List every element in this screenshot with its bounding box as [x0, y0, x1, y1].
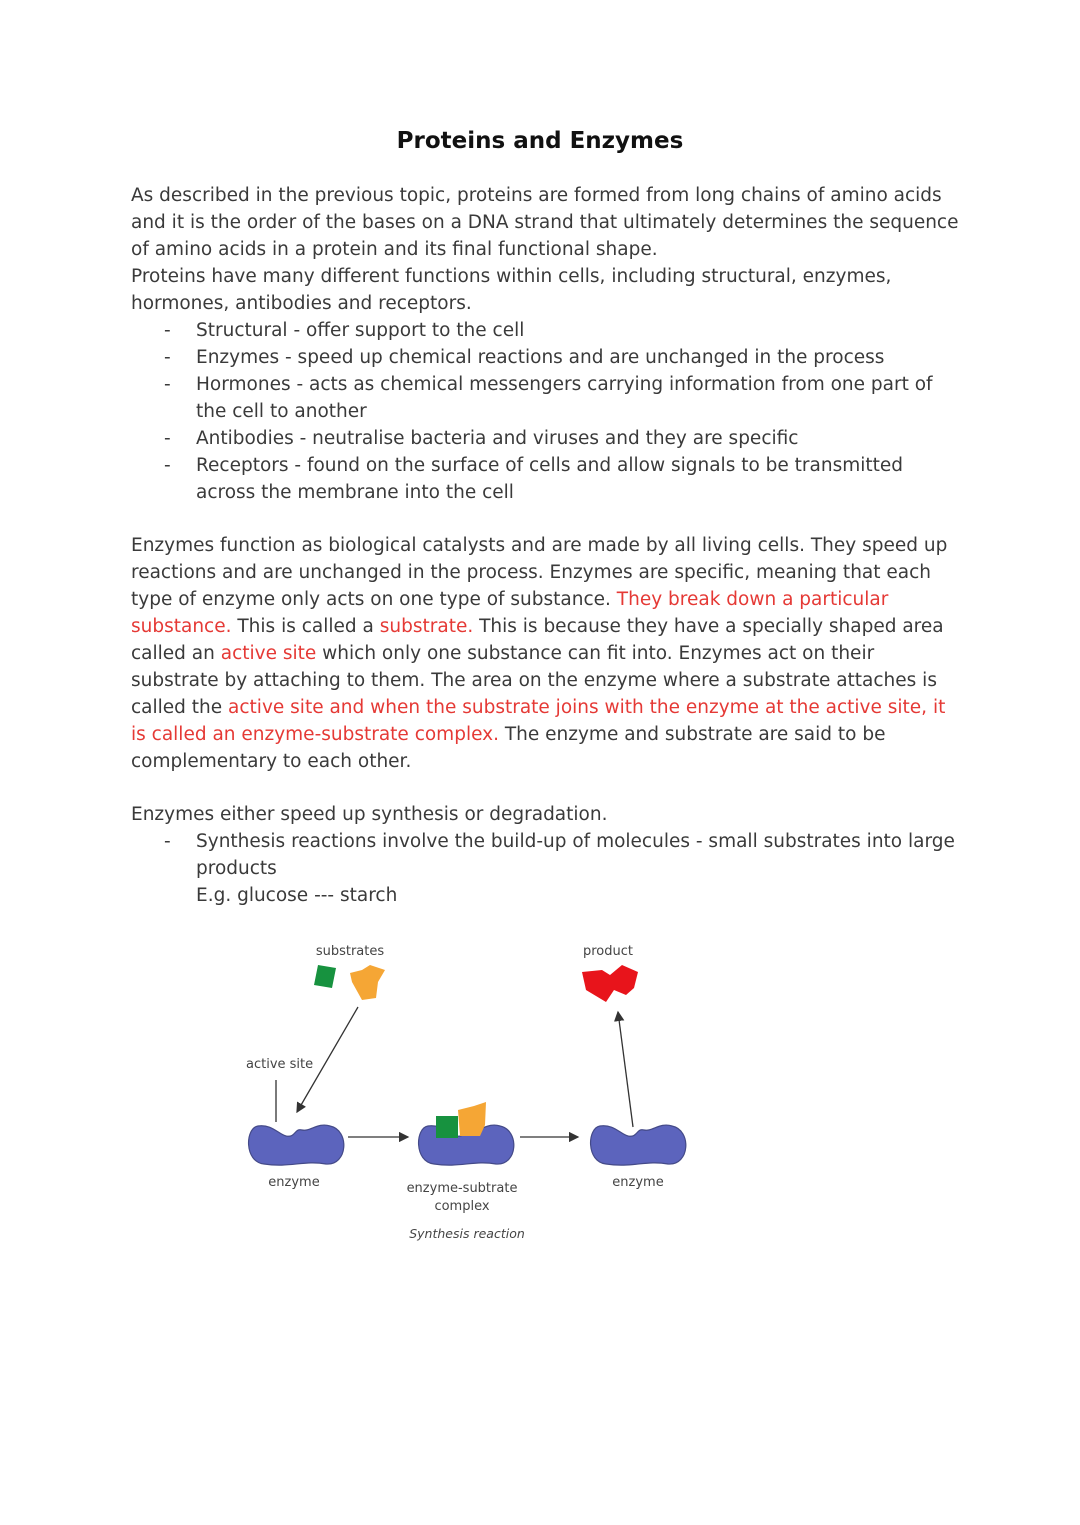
- substrates-label: substrates: [315, 944, 385, 959]
- complex-orange-substrate: [458, 1102, 486, 1136]
- protein-functions-list: [131, 317, 961, 506]
- list-item: - Structural - offer support to the cell: [131, 317, 961, 344]
- highlight-text: substrate.: [379, 616, 474, 637]
- page-title: Proteins and Enzymes: [396, 128, 684, 154]
- enzyme-left-label: enzyme: [268, 1175, 320, 1190]
- product-label: product: [582, 944, 634, 959]
- synthesis-intro: Enzymes either speed up synthesis or degradation.: [131, 804, 608, 825]
- list-item: - Receptors - found on the surface of cells and allow signals to be transmitted across the membrane into the cell: [131, 452, 961, 506]
- synthesis-list: [131, 828, 961, 882]
- highlight-text: They break down a particular substance.: [131, 589, 889, 637]
- enzymes-text: which only one substance can fit into. Enzymes act on their substrate by attaching to them. The area on the enzyme where a substrate attaches is called the: [131, 643, 937, 718]
- enzyme-right-shape: [591, 1125, 686, 1165]
- enzyme-left-shape: [249, 1125, 344, 1165]
- complex-label-line-1: enzyme-subtrate: [406, 1181, 518, 1196]
- enzymes-text: Enzymes function as biological catalysts and are made by all living cells. They speed up reactions and are unchanged in the process. Enzymes are specific, meaning that each type of enzyme only acts on one type of substance.: [131, 535, 948, 610]
- list-item: - Hormones - acts as chemical messengers carrying information from one part of the cell to another: [131, 371, 961, 425]
- green-substrate-shape: [314, 965, 336, 988]
- enzymes-section: [131, 532, 961, 775]
- list-item: - Antibodies - neutralise bacteria and viruses and they are specific: [131, 425, 961, 452]
- enzymes-text: This is because they have a specially shaped area called an: [131, 616, 944, 664]
- synthesis-section: [131, 801, 961, 909]
- enzymes-paragraph: [131, 532, 961, 775]
- synthesis-reaction-diagram: [230, 930, 710, 1260]
- enzymes-text: The enzyme and substrate are said to be complementary to each other.: [131, 724, 886, 772]
- list-item: - Enzymes - speed up chemical reactions and are unchanged in the process: [131, 344, 961, 371]
- product-arrow: [618, 1012, 633, 1127]
- highlight-text: active site: [220, 643, 317, 664]
- product-shape: [582, 965, 638, 1002]
- list-item: - Synthesis reactions involve the build-up of molecules - small substrates into large products: [131, 828, 961, 882]
- synthesis-example: E.g. glucose --- starch: [196, 885, 398, 906]
- enzymes-text: This is called a: [231, 616, 380, 637]
- complex-green-substrate: [436, 1116, 458, 1138]
- intro-paragraph-2: Proteins have many different functions within cells, including structural, enzymes, hormones, antibodies and receptors.: [131, 266, 892, 314]
- intro-section: [131, 182, 961, 506]
- complex-label-line-2: complex: [434, 1199, 490, 1214]
- highlight-text: active site and when the substrate joins with the enzyme at the active site, it is called an enzyme-substrate complex.: [131, 697, 946, 745]
- diagram-caption: Synthesis reaction: [409, 1226, 525, 1241]
- orange-substrate-shape: [350, 965, 385, 1000]
- intro-paragraph-1: As described in the previous topic, proteins are formed from long chains of amino acids and it is the order of the bases on a DNA strand that ultimately determines the sequence of amino acids in a protein and its final functional shape.: [131, 185, 959, 260]
- active-site-label: active site: [246, 1057, 314, 1072]
- enzyme-right-label: enzyme: [612, 1175, 664, 1190]
